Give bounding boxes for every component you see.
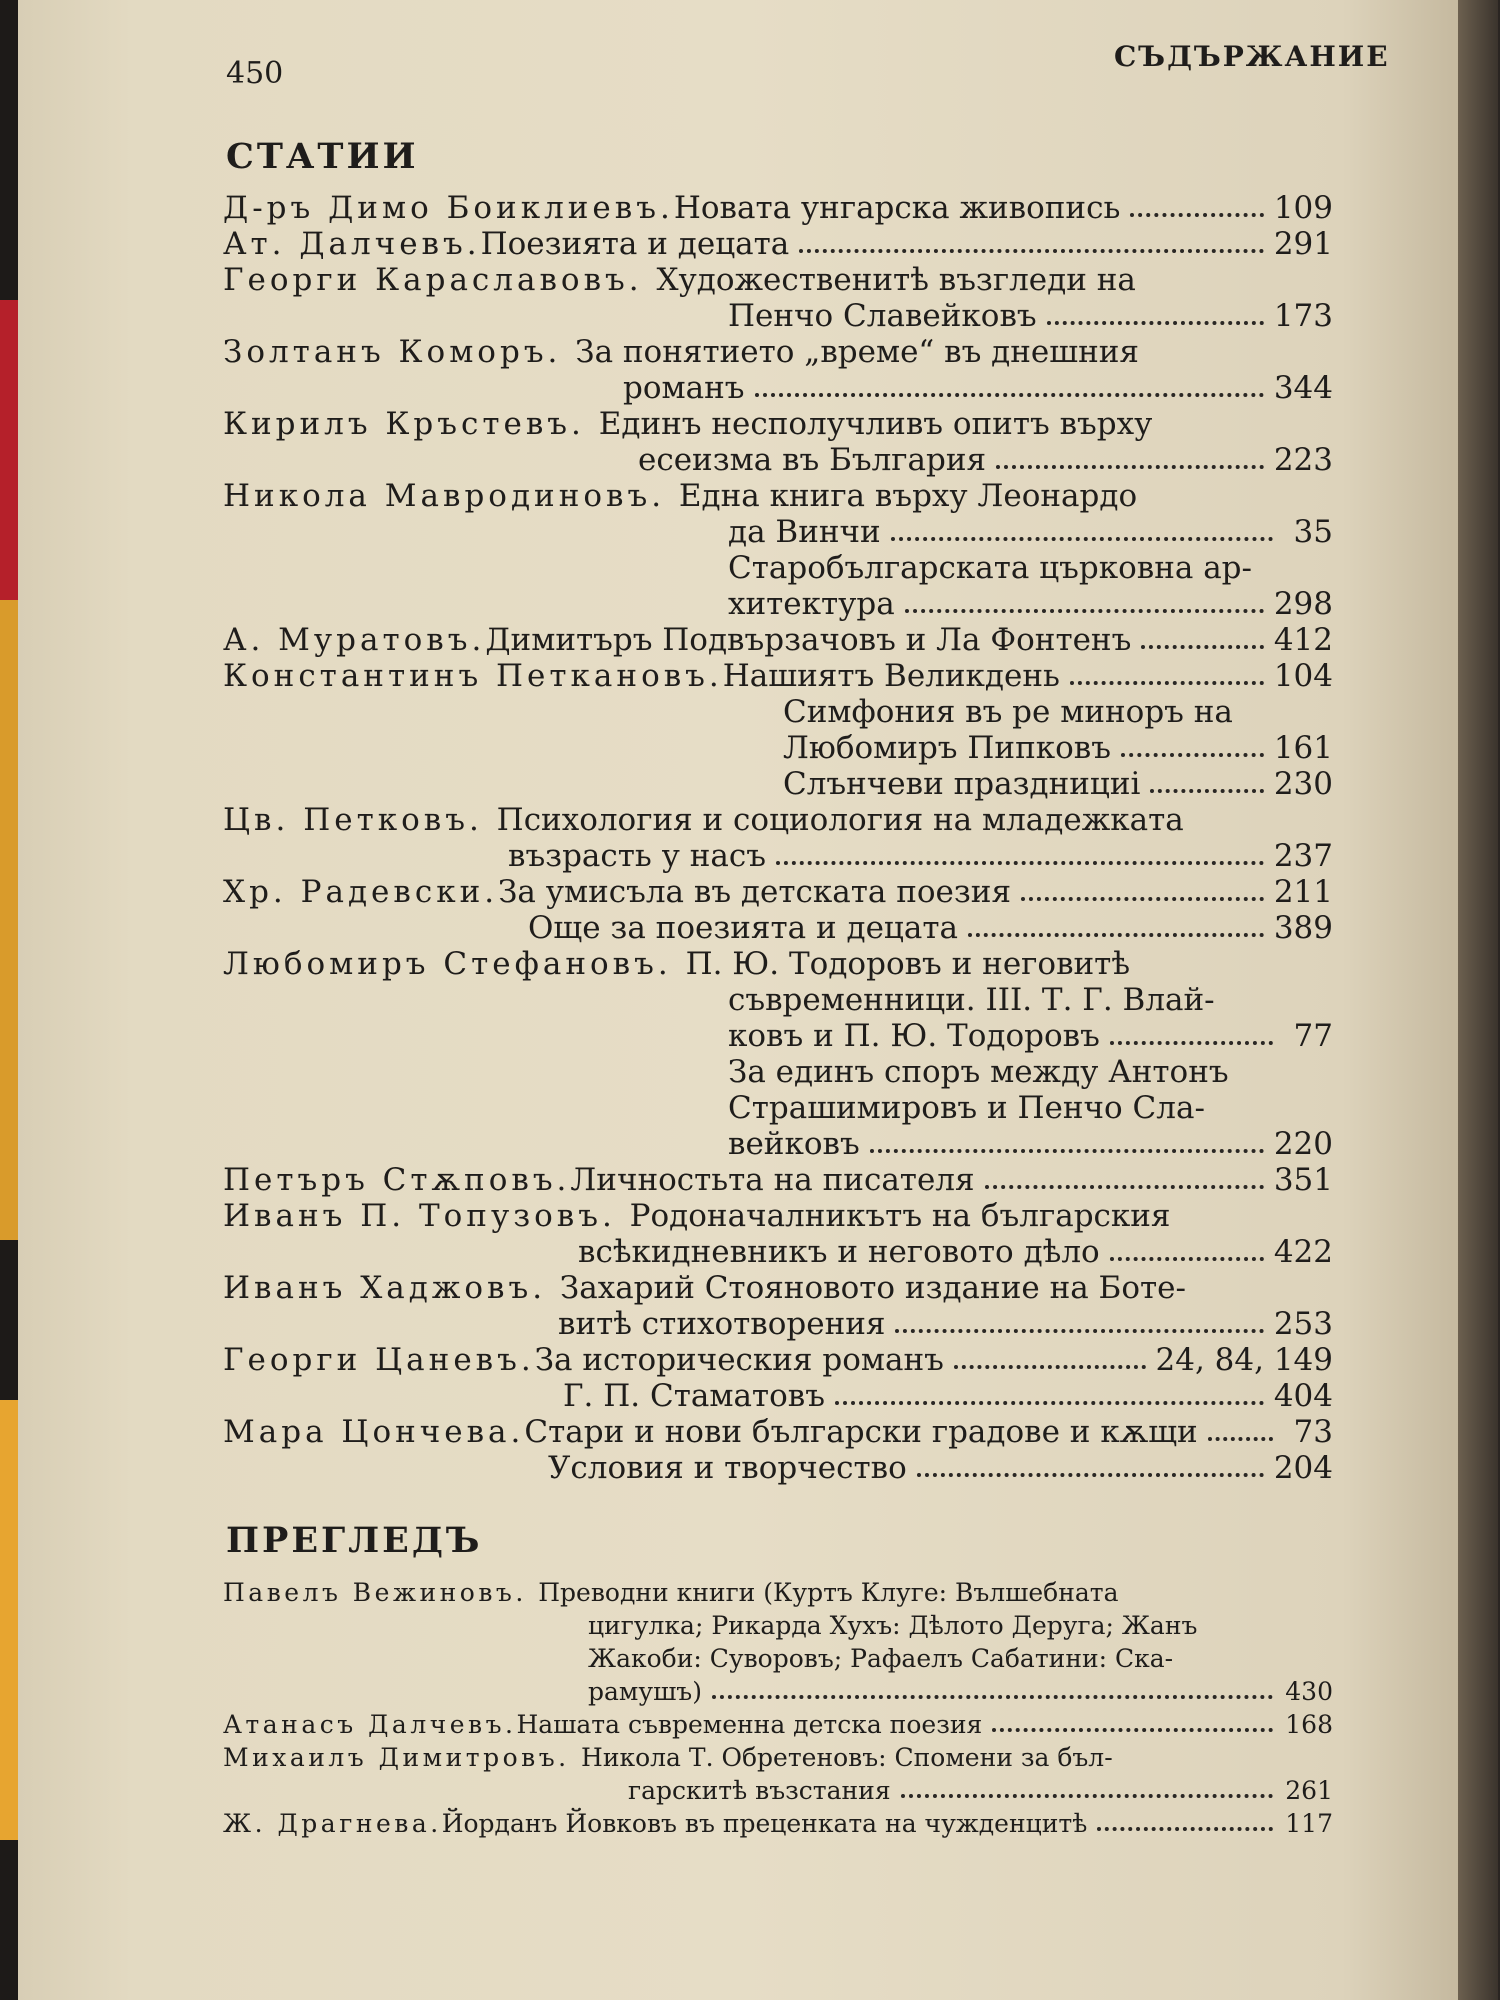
- entry-page-number: 211: [1273, 874, 1333, 910]
- entry-page-number: 344: [1273, 370, 1333, 406]
- toc-entry: [223, 1270, 1333, 1342]
- entry-author: Цв. Петковъ.: [223, 802, 497, 838]
- entry-title: П. Ю. Тодоровъ и неговитѣ: [685, 946, 1131, 982]
- entry-title: витѣ стихотворения: [558, 1306, 886, 1342]
- entry-author: Никола Мавродиновъ.: [223, 478, 679, 514]
- entry-title: всѣкидневникъ и неговото дѣло: [578, 1234, 1100, 1270]
- entry-page-number: 161: [1273, 730, 1333, 766]
- entry-author: А. Муратовъ.: [223, 622, 486, 658]
- entry-page-number: 412: [1273, 622, 1333, 658]
- entry-page-number: 77: [1293, 1018, 1333, 1054]
- leader-dots: [905, 609, 1264, 613]
- entry-title: Поезията и децата: [480, 226, 790, 262]
- entry-page-number: 223: [1273, 442, 1333, 478]
- entry-title: Художественитѣ възгледи на: [656, 262, 1136, 298]
- leader-dots: [1141, 645, 1264, 649]
- entry-title: да Винчи: [728, 514, 881, 550]
- entry-author: Георги Караславовъ.: [223, 262, 657, 298]
- entry-author: Ат. Далчевъ.: [223, 226, 481, 262]
- entry-author: Иванъ Хаджовъ.: [223, 1270, 560, 1306]
- entry-author: Золтанъ Коморъ.: [223, 334, 576, 370]
- entry-author: Константинъ Петкановъ.: [223, 658, 723, 694]
- leader-dots: [870, 1149, 1264, 1153]
- book-page: [18, 0, 1458, 2000]
- entry-title: Условия и творчество: [548, 1450, 907, 1486]
- entry-title: За умисъла въ детската поезия: [498, 874, 1012, 910]
- toc-entry: [223, 262, 1333, 334]
- toc-entry: [223, 190, 1333, 226]
- leader-dots: [1070, 681, 1264, 685]
- toc-entry: [223, 550, 1333, 622]
- entry-title: Новата унгарска живопись: [673, 190, 1121, 226]
- entry-page-number: 237: [1273, 838, 1333, 874]
- entry-title: гарскитѣ възстания: [628, 1776, 891, 1805]
- toc-entry: [223, 946, 1333, 1054]
- entry-author: Ж. Драгнева.: [223, 1809, 442, 1838]
- entry-title: Симфония въ ре миноръ на: [783, 694, 1233, 730]
- toc-entry: [223, 694, 1333, 766]
- entry-page-number: 104: [1273, 658, 1333, 694]
- running-head: СЪДЪРЖАНИЕ: [1114, 40, 1390, 73]
- background-desk: [0, 0, 18, 2000]
- toc-entry: [223, 622, 1333, 658]
- toc-entry: [223, 910, 1333, 946]
- entry-page-number: 430: [1285, 1677, 1333, 1706]
- leader-dots: [985, 1185, 1264, 1189]
- entry-title: Една книга върху Леонардо: [678, 478, 1138, 514]
- leader-dots: [968, 933, 1264, 937]
- entry-page-number: 261: [1285, 1776, 1333, 1805]
- entry-page-number: 389: [1273, 910, 1333, 946]
- entry-title: Страшимировъ и Пенчо Сла-: [728, 1090, 1205, 1126]
- entry-page-number: 204: [1273, 1450, 1333, 1486]
- entry-author: Д-ръ Димо Боиклиевъ.: [223, 190, 674, 226]
- entry-page-number: 253: [1273, 1306, 1333, 1342]
- leader-dots: [1208, 1437, 1273, 1441]
- entry-author: Хр. Радевски.: [223, 874, 499, 910]
- leader-dots: [712, 1695, 1273, 1699]
- leader-dots: [776, 861, 1264, 865]
- entry-title: ковъ и П. Ю. Тодоровъ: [728, 1018, 1100, 1054]
- entry-page-number: 109: [1273, 190, 1333, 226]
- entry-title: Никола Т. Обретеновъ: Спомени за бъл-: [581, 1743, 1113, 1772]
- entry-page-number: 404: [1273, 1378, 1333, 1414]
- section-title-reviews: ПРЕГЛЕДЪ: [226, 1520, 483, 1561]
- entry-page-number: 73: [1293, 1414, 1333, 1450]
- leader-dots: [917, 1473, 1264, 1477]
- toc-entry: [223, 766, 1333, 802]
- leader-dots: [891, 537, 1273, 541]
- entry-title: Единъ несполучливъ опитъ върху: [598, 406, 1153, 442]
- entry-title: вейковъ: [728, 1126, 860, 1162]
- leader-dots: [835, 1401, 1264, 1405]
- entry-page-number: 24, 84, 149: [1155, 1342, 1333, 1378]
- leader-dots: [895, 1329, 1263, 1333]
- toc-entry: [223, 1378, 1333, 1414]
- toc-entry: [223, 226, 1333, 262]
- entry-title: За понятието „време“ въ днешния: [575, 334, 1139, 370]
- entry-title: Родоначалникътъ на българския: [629, 1198, 1171, 1234]
- leader-dots: [1150, 789, 1263, 793]
- entry-title: Нашата съвременна детска поезия: [516, 1710, 983, 1739]
- toc-entry: [223, 478, 1333, 550]
- page-fold: [1458, 0, 1498, 2000]
- entry-page-number: 173: [1273, 298, 1333, 334]
- entry-title: Захарий Стояновото издание на Боте-: [559, 1270, 1186, 1306]
- leader-dots: [992, 1728, 1273, 1732]
- entry-page-number: 291: [1273, 226, 1333, 262]
- leader-dots: [996, 465, 1264, 469]
- toc-entry: [223, 334, 1333, 406]
- leader-dots: [1110, 1257, 1264, 1261]
- entry-page-number: 35: [1293, 514, 1333, 550]
- toc-entry: [223, 1414, 1333, 1450]
- entry-title: За историческия романъ: [534, 1342, 944, 1378]
- entry-title: Димитъръ Подвързачовъ и Ла Фонтенъ: [485, 622, 1132, 658]
- page-number: 450: [226, 56, 284, 91]
- leader-dots: [755, 393, 1264, 397]
- entry-title: Пенчо Славейковъ: [728, 298, 1037, 334]
- entry-author: Мара Цончева.: [223, 1414, 525, 1450]
- entry-title: Старобългарската църковна ар-: [728, 550, 1253, 586]
- toc-entry: [223, 1162, 1333, 1198]
- toc-entry: [223, 1807, 1333, 1840]
- leader-dots: [1110, 1041, 1273, 1045]
- entry-page-number: 422: [1273, 1234, 1333, 1270]
- leader-dots: [1121, 753, 1264, 757]
- entry-author: Георги Цаневъ.: [223, 1342, 535, 1378]
- leader-dots: [1130, 213, 1263, 217]
- leader-dots: [799, 249, 1264, 253]
- toc-entry: [223, 1342, 1333, 1378]
- articles-list: [223, 190, 1333, 1486]
- entry-title: рамушъ): [588, 1677, 702, 1706]
- toc-entry: [223, 1054, 1333, 1162]
- toc-entry: [223, 874, 1333, 910]
- toc-entry: [223, 406, 1333, 478]
- entry-title: Психология и социология на младежката: [496, 802, 1184, 838]
- toc-entry: [223, 1708, 1333, 1741]
- entry-title: романъ: [623, 370, 745, 406]
- entry-title: Стари и нови български градове и кѫщи: [524, 1414, 1198, 1450]
- leader-dots: [954, 1365, 1146, 1369]
- entry-page-number: 168: [1285, 1710, 1333, 1739]
- entry-author: Иванъ П. Топузовъ.: [223, 1198, 630, 1234]
- entry-page-number: 220: [1273, 1126, 1333, 1162]
- entry-title: есеизма въ България: [638, 442, 987, 478]
- entry-title: съвременници. III. Т. Г. Влай-: [728, 982, 1215, 1018]
- entry-title: За единъ споръ между Антонъ: [728, 1054, 1229, 1090]
- entry-author: Михаилъ Димитровъ.: [223, 1743, 582, 1772]
- leader-dots: [1097, 1827, 1273, 1831]
- entry-author: Павелъ Вежиновъ.: [223, 1578, 539, 1607]
- leader-dots: [901, 1794, 1273, 1798]
- entry-author: Атанасъ Далчевъ.: [223, 1710, 517, 1739]
- entry-title: Йорданъ Йовковъ въ преценката на чужденцитѣ: [441, 1809, 1088, 1838]
- entry-author: Любомиръ Стефановъ.: [223, 946, 686, 982]
- entry-title: Преводни книги (Куртъ Клуге: Вълшебната: [538, 1578, 1119, 1607]
- toc-entry: [223, 658, 1333, 694]
- section-title-articles: СТАТИИ: [226, 136, 419, 177]
- entry-page-number: 298: [1273, 586, 1333, 622]
- toc-entry: [223, 1741, 1333, 1807]
- toc-entry: [223, 1450, 1333, 1486]
- entry-author: Петъръ Стѫповъ.: [223, 1162, 571, 1198]
- entry-page-number: 230: [1273, 766, 1333, 802]
- entry-title: Жакоби: Суворовъ; Рафаелъ Сабатини: Ска-: [588, 1644, 1174, 1673]
- toc-entry: [223, 1576, 1333, 1708]
- entry-title: хитектура: [728, 586, 895, 622]
- entry-page-number: 351: [1273, 1162, 1333, 1198]
- entry-author: Кирилъ Кръстевъ.: [223, 406, 599, 442]
- entry-title: възрасть у насъ: [508, 838, 766, 874]
- leader-dots: [1047, 321, 1264, 325]
- entry-title: Слънчеви празднициi: [783, 766, 1141, 802]
- entry-title: цигулка; Рикарда Хухъ: Дѣлото Деруга; Жанъ: [588, 1611, 1198, 1640]
- entry-title: Личностьта на писателя: [570, 1162, 975, 1198]
- entry-title: Още за поезията и децата: [528, 910, 958, 946]
- toc-entry: [223, 802, 1333, 874]
- toc-entry: [223, 1198, 1333, 1270]
- entry-title: Г. П. Стаматовъ: [563, 1378, 825, 1414]
- reviews-list: [223, 1576, 1333, 1840]
- entry-page-number: 117: [1285, 1809, 1333, 1838]
- entry-title: Нашиятъ Великдень: [722, 658, 1060, 694]
- leader-dots: [1021, 897, 1264, 901]
- entry-title: Любомиръ Пипковъ: [783, 730, 1111, 766]
